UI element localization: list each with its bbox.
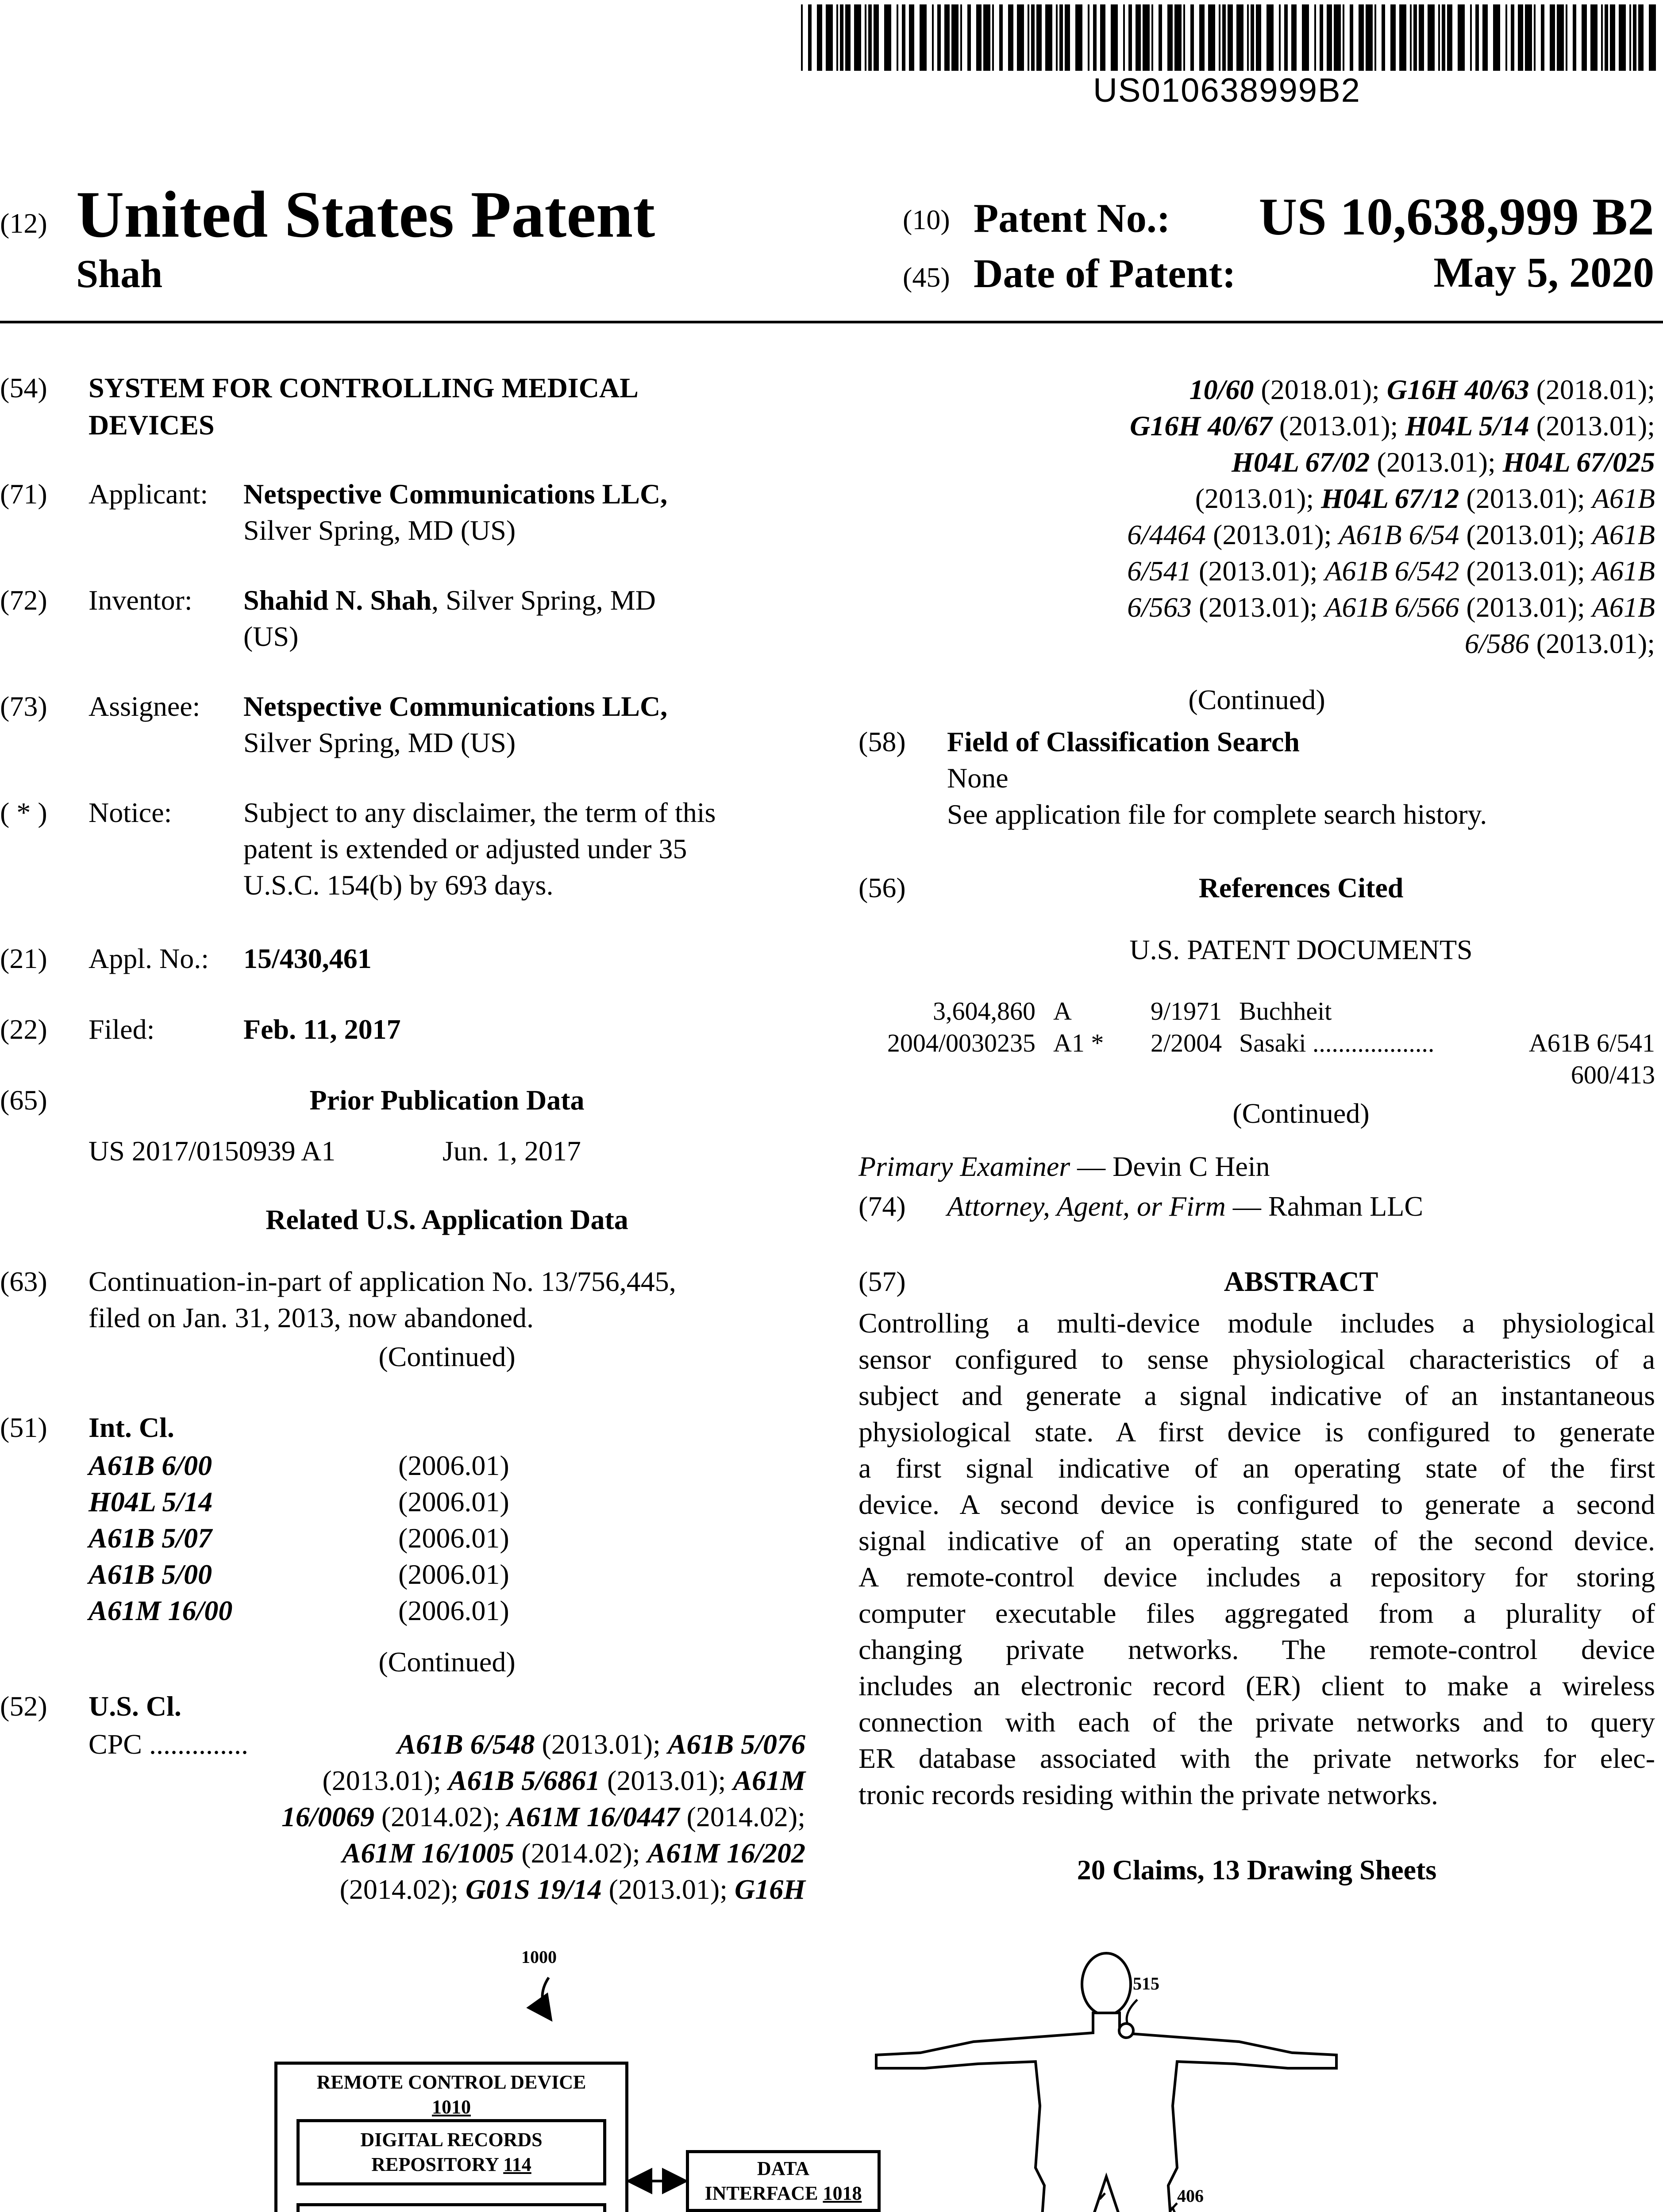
date-code: (45) xyxy=(903,261,950,293)
drr-ref: 114 xyxy=(503,2154,531,2175)
field-73-name: Netspective Communications LLC, xyxy=(243,691,668,722)
abstract-line: connection with each of the private networks and to query xyxy=(858,1706,1655,1738)
data-line1: DATA xyxy=(757,2158,810,2179)
cpc-ver: (2013.01); xyxy=(1195,483,1321,514)
cpc-ver: (2013.01); xyxy=(535,1728,668,1760)
cpc-code: A61M 16/0447 xyxy=(507,1801,680,1832)
field-72-name: Shahid N. Shah xyxy=(243,584,432,616)
cpc-ver: (2014.02); xyxy=(514,1837,647,1869)
reference-date: 2/2004 xyxy=(1151,1029,1222,1057)
field-63-code: (63) xyxy=(0,1266,47,1297)
cpc-code: A61B 5/076 xyxy=(667,1728,805,1760)
cpc-r-line3 xyxy=(858,444,1655,480)
field-63-line2: filed on Jan. 31, 2013, now abandoned. xyxy=(89,1302,534,1333)
field-58-line2: See application file for complete search history. xyxy=(947,799,1487,830)
field-56-code: (56) xyxy=(858,872,906,903)
cpc-code: A61B 6/542 xyxy=(1324,555,1459,587)
cpc-code: A61B xyxy=(1592,555,1655,587)
int-cl-code: A61B 5/07 xyxy=(89,1522,212,1554)
int-cl-code: A61B 5/00 xyxy=(89,1559,212,1590)
cpc-r-line6 xyxy=(858,553,1655,589)
header xyxy=(0,0,1663,327)
reference-cls: A61B 6/541 xyxy=(1528,1029,1655,1057)
field-22-value: Feb. 11, 2017 xyxy=(243,1014,401,1045)
claims-summary: 20 Claims, 13 Drawing Sheets xyxy=(1077,1854,1437,1886)
field-21-label: Appl. No.: xyxy=(89,943,209,974)
cpc-ver: (2018.01); xyxy=(1254,374,1387,405)
notice-code: ( * ) xyxy=(0,797,47,828)
cpc-ver: (2013.01); xyxy=(1529,628,1655,659)
ref-1000: 1000 xyxy=(521,1947,557,1967)
pointer-1000 xyxy=(543,1978,551,2020)
abstract-line: physiological state. A first device is configured to generate xyxy=(858,1416,1655,1448)
date-value: May 5, 2020 xyxy=(1433,249,1654,296)
cpc-code: A61B xyxy=(1592,483,1655,514)
cpc-code: A61B 6/566 xyxy=(1324,591,1459,623)
field-73-label: Assignee: xyxy=(89,691,200,722)
abstract-line: Controlling a multi-device module includes a physiological xyxy=(858,1307,1655,1339)
reference-num: 2004/0030235 xyxy=(887,1029,1036,1057)
field-73-code: (73) xyxy=(0,691,47,722)
abstract-line: sensor configured to sense physiological characteristics of a xyxy=(858,1344,1655,1375)
reference-kind: A xyxy=(1053,997,1072,1025)
notice-line1: Subject to any disclaimer, the term of this xyxy=(243,797,716,828)
abstract-line: A remote-control device includes a repository for storing xyxy=(858,1561,1655,1593)
abstract-heading: ABSTRACT xyxy=(1224,1266,1378,1297)
ref-515: 515 xyxy=(1133,1974,1159,1993)
cpc-ver: (2014.02); xyxy=(374,1801,508,1832)
primary-examiner xyxy=(858,1150,1270,1183)
field-52-code: (52) xyxy=(0,1690,47,1722)
int-cl-version: (2006.01) xyxy=(398,1486,509,1517)
cpc-ver: (2013.01); xyxy=(1192,555,1325,587)
field-58-code: (58) xyxy=(858,726,906,757)
cpc-r-continued: (Continued) xyxy=(1188,684,1325,715)
field-65-date: Jun. 1, 2017 xyxy=(443,1135,581,1167)
cpc-label: CPC .............. xyxy=(89,1728,248,1760)
cpc-code: G01S 19/14 xyxy=(466,1874,602,1905)
abstract-line: tronic records residing within the private networks. xyxy=(858,1779,1438,1810)
cpc-r-line2 xyxy=(858,408,1655,444)
data-interface xyxy=(686,2150,881,2212)
field-57-code: (57) xyxy=(858,1266,906,1297)
cpc-block xyxy=(89,1726,805,1908)
field-71-code: (71) xyxy=(0,478,47,510)
cpc-r-line8 xyxy=(858,626,1655,662)
abstract-line: device. A second device is configured to generate a second xyxy=(858,1489,1655,1520)
cpc-code: H04L 67/02 xyxy=(1232,446,1370,478)
int-cl-version: (2006.01) xyxy=(398,1522,509,1554)
cpc-code: 6/586 xyxy=(1464,628,1529,659)
cpc-ver: (2013.01); xyxy=(1459,591,1592,623)
reference-name: Sasaki ................... xyxy=(1239,1029,1435,1057)
field-54-title-line1: SYSTEM FOR CONTROLLING MEDICAL xyxy=(89,372,639,403)
abstract-line: a first signal indicative of an operating state of the first xyxy=(858,1452,1655,1484)
patent-documents-heading: U.S. PATENT DOCUMENTS xyxy=(1129,934,1473,965)
barcode-number: US010638999B2 xyxy=(1093,72,1361,109)
cpc-code: 16/0069 xyxy=(281,1801,374,1832)
cpc-ver: (2013.01); xyxy=(600,1765,733,1796)
field-54-code: (54) xyxy=(0,372,47,403)
references-table xyxy=(858,995,1655,1091)
human-figure xyxy=(876,1953,1336,2212)
notice-label: Notice: xyxy=(89,797,172,828)
cpc-code: 6/541 xyxy=(1127,555,1192,587)
int-cl-version: (2006.01) xyxy=(398,1450,509,1481)
field-65-code: (65) xyxy=(0,1084,47,1116)
cpc-ver: (2014.02); xyxy=(339,1874,466,1905)
abstract-line: includes an electronic record (ER) client to make a wireless xyxy=(858,1670,1655,1701)
int-cl-row xyxy=(89,1484,620,1520)
digital-records-repository xyxy=(296,2119,606,2185)
drr-line1: DIGITAL RECORDS xyxy=(360,2129,543,2151)
int-cl-code: A61B 6/00 xyxy=(89,1450,212,1481)
cpc-line3 xyxy=(89,1799,805,1835)
drr-line2 xyxy=(371,2152,531,2177)
int-cl-code: H04L 5/14 xyxy=(89,1486,213,1517)
cpc-r-line5 xyxy=(858,517,1655,553)
field-72-inventor xyxy=(243,584,656,617)
remote-control-title xyxy=(277,2070,625,2120)
er-client xyxy=(296,2203,606,2212)
cpc-code: H04L 67/12 xyxy=(1321,483,1459,514)
abstract-line: subject and generate a signal indicative of an instantaneous xyxy=(858,1380,1655,1411)
cpc-code: G16H 40/67 xyxy=(1130,410,1272,442)
field-74-code: (74) xyxy=(858,1190,906,1222)
cpc-line5 xyxy=(89,1871,805,1908)
attorney xyxy=(947,1190,1423,1223)
abstract-line: ER database associated with the private networks for elec- xyxy=(858,1743,1655,1774)
cpc-code: A61B 6/54 xyxy=(1339,519,1459,550)
field-54-title-line2: DEVICES xyxy=(89,409,215,441)
notice-line2: patent is extended or adjusted under 35 xyxy=(243,833,687,864)
cpc-code: A61M 16/1005 xyxy=(342,1837,515,1869)
field-22-code: (22) xyxy=(0,1014,47,1045)
patent-title: United States Patent xyxy=(76,178,655,251)
cpc-ver: (2013.01); xyxy=(1192,591,1325,623)
field-58-line1: None xyxy=(947,762,1009,794)
data-label: INTERFACE xyxy=(704,2182,823,2204)
int-cl-row xyxy=(89,1556,620,1593)
remote-ref: 1010 xyxy=(432,2096,471,2118)
field-56-heading: References Cited xyxy=(1198,872,1404,903)
cpc-code: H04L 67/025 xyxy=(1502,446,1655,478)
int-cl-code: A61M 16/00 xyxy=(89,1595,233,1626)
field-21-value: 15/430,461 xyxy=(243,943,372,974)
cpc-ver: (2013.01); xyxy=(1459,555,1592,587)
cpc-code: A61B 5/6861 xyxy=(448,1765,600,1796)
field-72-loc1: , Silver Spring, MD xyxy=(431,584,656,616)
cpc-r-line7 xyxy=(858,589,1655,626)
field-71-location: Silver Spring, MD (US) xyxy=(243,515,516,546)
examiner-label: Primary Examiner xyxy=(858,1151,1070,1182)
field-65-pub: US 2017/0150939 A1 xyxy=(89,1135,336,1167)
pointer-515 xyxy=(1127,2000,1137,2026)
reference-date: 9/1971 xyxy=(1151,997,1222,1025)
cpc-code: 6/563 xyxy=(1127,591,1192,623)
abstract-line: changing private networks. The remote-control device xyxy=(858,1634,1655,1665)
field-72-code: (72) xyxy=(0,584,47,616)
field-58-heading: Field of Classification Search xyxy=(947,726,1300,757)
attorney-label: Attorney, Agent, or Firm xyxy=(947,1190,1226,1222)
date-label: Date of Patent: xyxy=(974,251,1236,296)
cpc-line2 xyxy=(89,1763,805,1799)
cpc-ver: (2013.01); xyxy=(322,1765,448,1796)
field-72-loc2: (US) xyxy=(243,621,299,652)
cpc-code: A61M 16/202 xyxy=(647,1837,805,1869)
cpc-ver: (2013.01); xyxy=(1529,410,1655,442)
field-72-label: Inventor: xyxy=(89,584,192,616)
cpc-ver: (2013.01); xyxy=(1459,483,1592,514)
int-cl-list xyxy=(89,1448,620,1629)
cpc-ver: (2013.01); xyxy=(601,1874,735,1905)
attorney-name: — Rahman LLC xyxy=(1225,1190,1424,1222)
int-cl-version: (2006.01) xyxy=(398,1595,509,1626)
patent-no-label: Patent No.: xyxy=(974,196,1170,241)
field-21-code: (21) xyxy=(0,943,47,974)
refs-continued: (Continued) xyxy=(1232,1098,1370,1129)
reference-num: 3,604,860 xyxy=(933,997,1036,1025)
representative-drawing xyxy=(248,1938,1663,2212)
patent-no-code: (10) xyxy=(903,204,950,235)
reference-row xyxy=(858,1027,1655,1091)
data-ref: 1018 xyxy=(823,2182,862,2204)
abstract-line: computer executable files aggregated from a plurality of xyxy=(858,1598,1655,1629)
kind-code-12: (12) xyxy=(0,207,47,239)
cpc-code: A61M xyxy=(733,1765,805,1796)
cpc-r-line4 xyxy=(858,480,1655,517)
field-51-code: (51) xyxy=(0,1412,47,1443)
inventor-surname: Shah xyxy=(76,252,163,296)
cpc-code: A61B 6/548 xyxy=(397,1728,535,1760)
examiner-name: — Devin C Hein xyxy=(1070,1151,1270,1182)
cpc-code: G16H 40/63 xyxy=(1386,374,1529,405)
int-cl-row xyxy=(89,1520,620,1556)
reference-kind: A1 * xyxy=(1053,1029,1104,1057)
cpc-ver: (2013.01); xyxy=(1206,519,1339,550)
field-22-label: Filed: xyxy=(89,1014,155,1045)
cpc-code: A61B xyxy=(1592,519,1655,550)
field-71-name: Netspective Communications LLC, xyxy=(243,478,668,510)
abstract-text xyxy=(858,1305,1655,1813)
int-cl-continued: (Continued) xyxy=(378,1646,516,1678)
drr-label: REPOSITORY xyxy=(371,2154,504,2175)
abstract-line: signal indicative of an operating state of the second device. xyxy=(858,1525,1655,1556)
int-cl-row xyxy=(89,1448,620,1484)
field-63-continued: (Continued) xyxy=(378,1341,516,1372)
cpc-line1 xyxy=(89,1726,805,1763)
cpc-code: H04L 5/14 xyxy=(1405,410,1529,442)
cpc-continued-block xyxy=(858,372,1655,662)
data-line2 xyxy=(705,2181,862,2206)
int-cl-version: (2006.01) xyxy=(398,1559,509,1590)
cpc-ver: (2013.01); xyxy=(1272,410,1405,442)
cpc-line4 xyxy=(89,1835,805,1871)
notice-line3: U.S.C. 154(b) by 693 days. xyxy=(243,869,554,901)
remote-title-text: REMOTE CONTROL DEVICE xyxy=(316,2071,586,2093)
cpc-code: 6/4464 xyxy=(1127,519,1206,550)
cpc-ver: (2013.01); xyxy=(1370,446,1503,478)
reference-row xyxy=(858,995,1655,1027)
field-51-label: Int. Cl. xyxy=(89,1412,174,1443)
field-65-heading: Prior Publication Data xyxy=(309,1084,585,1116)
cpc-r-line1 xyxy=(858,372,1655,408)
cpc-ver: (2013.01); xyxy=(1459,519,1592,550)
field-71-label: Applicant: xyxy=(89,478,208,510)
field-73-location: Silver Spring, MD (US) xyxy=(243,727,516,758)
right-column xyxy=(858,363,1663,1902)
cpc-code: G16H xyxy=(735,1874,805,1905)
header-rule xyxy=(0,321,1663,323)
patent-no-value: US 10,638,999 B2 xyxy=(1259,187,1654,246)
field-63-line1: Continuation-in-part of application No. 13/756,445, xyxy=(89,1266,676,1297)
ref-406: 406 xyxy=(1177,2186,1204,2206)
cpc-code: A61B xyxy=(1592,591,1655,623)
related-heading: Related U.S. Application Data xyxy=(266,1204,628,1235)
cpc-ver: (2014.02); xyxy=(679,1801,805,1832)
left-column xyxy=(0,363,810,1905)
field-52-label: U.S. Cl. xyxy=(89,1690,181,1722)
cpc-code: 10/60 xyxy=(1189,374,1254,405)
cpc-ver: (2018.01); xyxy=(1529,374,1655,405)
int-cl-row xyxy=(89,1593,620,1629)
reference-cls2: 600/413 xyxy=(1571,1060,1655,1089)
reference-name: Buchheit xyxy=(1239,997,1332,1025)
